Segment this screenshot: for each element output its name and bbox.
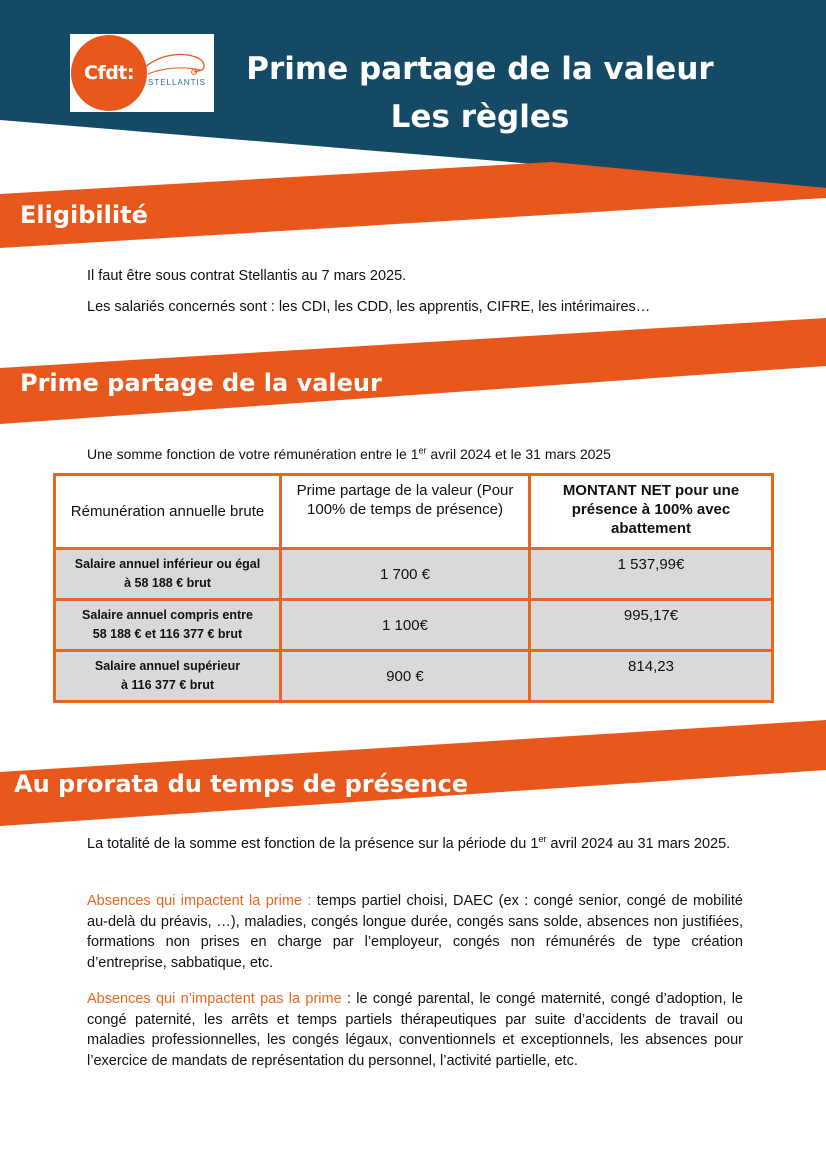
page-title-line-1: Prime partage de la valeur [246, 51, 714, 87]
prorata-paragraph-2: Absences qui impactent la prime : temps partiel choisi, DAEC (ex : congé senior, congé de mobilité au-delà du préavis, …), maladies, congés longue durée, congés sans solde, absences non justifiées, formations non prises en charge par l’employeur, congés non rémunérés de type création d’entreprise, sabbatique, etc. [87, 893, 743, 971]
cfdt-logo-mark: Cfdt: [71, 35, 147, 111]
prorata-paragraph-1: La totalité de la somme est fonction de la présence sur la période du 1er avril 2024 au 31 mars 2025. [87, 834, 731, 852]
table-row [56, 652, 771, 700]
table-row [56, 550, 771, 598]
row-label: Salaire annuel supérieur à 116 377 € brut [56, 652, 279, 700]
section-heading-prime: Prime partage de la valeur [20, 369, 382, 397]
section-heading-prorata: Au prorata du temps de présence [14, 770, 469, 798]
row-label: Salaire annuel compris entre 58 188 € et 116 377 € brut [56, 601, 279, 649]
absences-no-impact-label: Absences qui n’impactent pas la prime [87, 991, 342, 1007]
eligibilite-line-2: Les salariés concernés sont : les CDI, les CDD, les apprentis, CIFRE, les intérimaires… [87, 299, 651, 315]
prorata-paragraph-3: Absences qui n’impactent pas la prime : le congé parental, le congé maternité, congé d’adoption, le congé paternité, les arrêts et temps partiels thérapeutiques par suite d’accidents de travail ou maladies professionnelles, les congés légaux, conventionnels et exceptionnels, les absences pour l’exercice de mandats de représentation du personnel, l’activité partielle, etc. [87, 991, 743, 1069]
table-header-row [56, 476, 771, 547]
prime-intro: Une somme fonction de votre rémunération entre le 1er avril 2024 et le 31 mars 2025 [87, 445, 611, 462]
row-prime-value: 1 100€ [282, 601, 528, 649]
row-label: Salaire annuel inférieur ou égal à 58 188 € brut [56, 550, 279, 598]
absences-impact-label: Absences qui impactent la prime : [87, 893, 312, 909]
table-row [56, 601, 771, 649]
prime-table [53, 473, 774, 703]
stellantis-wordmark: STELLANTIS [148, 78, 207, 87]
page-title-line-2: Les règles [390, 99, 570, 135]
row-net-value: 814,23 [531, 652, 771, 700]
table-header-remuneration: Rémunération annuelle brute [56, 476, 279, 547]
eligibilite-line-1: Il faut être sous contrat Stellantis au 7 mars 2025. [87, 268, 407, 284]
table-header-montant-net: MONTANT NET pour une présence à 100% avec abattement [531, 476, 771, 547]
table-header-prime: Prime partage de la valeur (Pour 100% de temps de présence) [282, 476, 528, 547]
row-net-value: 1 537,99€ [531, 550, 771, 598]
section-heading-eligibilite: Eligibilité [20, 201, 148, 229]
row-prime-value: 900 € [282, 652, 528, 700]
row-net-value: 995,17€ [531, 601, 771, 649]
row-prime-value: 1 700 € [282, 550, 528, 598]
